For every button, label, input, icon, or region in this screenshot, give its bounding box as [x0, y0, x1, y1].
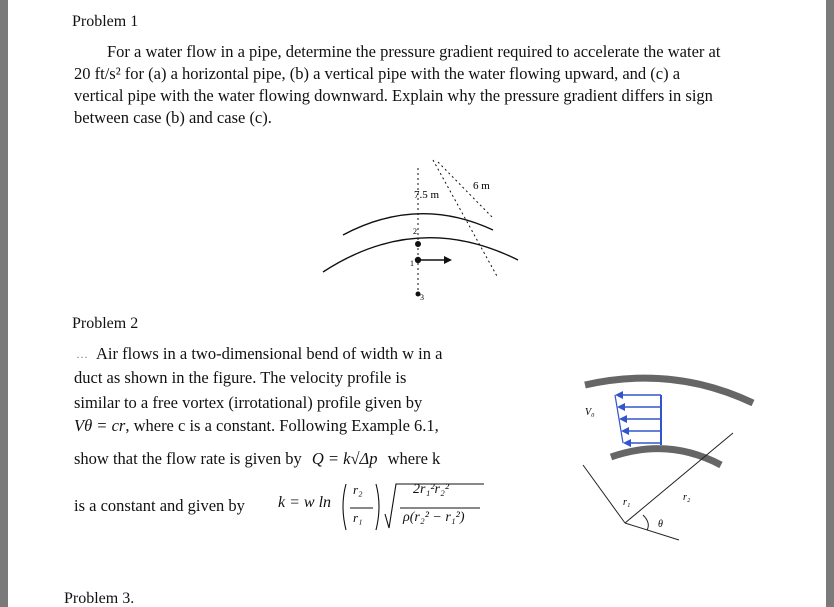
problem2-line-5-suffix: where k: [387, 449, 441, 468]
label-6m: 6 m: [473, 180, 490, 192]
label-r1: r₁: [623, 497, 631, 508]
theta-arc: [643, 515, 648, 530]
problem3-heading: Problem 3.: [64, 590, 135, 607]
problem2-line-5: [74, 447, 440, 470]
problem1-line-1: For a water flow in a pipe, determine the pressure gradient required to accelerate the water at: [107, 42, 721, 61]
equation-vtheta: Vθ = cr: [74, 416, 126, 435]
problem1-line-2: 20 ft/s² for (a) a horizontal pipe, (b) a vertical pipe with the water flowing upward, and (c) a: [74, 64, 681, 83]
problem2-heading: Problem 2: [72, 315, 139, 332]
problem2-line-2: duct as shown in the figure. The velocity profile is: [74, 368, 407, 387]
label-point-2: 2: [413, 227, 417, 236]
pipe-bend-figure: [318, 150, 538, 305]
ratio-numerator: r₂: [353, 482, 363, 497]
label-7-5m: 7.5 m: [414, 189, 440, 201]
equation-k-prefix: k = w ln: [278, 494, 332, 511]
problem1-line-4: between case (b) and case (c).: [74, 108, 272, 127]
outer-duct-wall: [585, 378, 753, 403]
ratio-denominator: r₁: [353, 510, 363, 525]
problem2-line-1: Air flows in a two-dimensional bend of width w in a: [96, 344, 443, 363]
problem2-line-4-text: , where c is a constant. Following Example 6.1,: [125, 416, 439, 435]
r1-line: [583, 465, 625, 523]
problem2-line-4: [74, 414, 439, 437]
label-point-1: 1: [410, 259, 414, 268]
problem2-line-3: similar to a free vortex (irrotational) profile given by: [74, 393, 423, 412]
equation-q: Q = k√Δp: [311, 449, 378, 468]
fraction-denominator: ρ(r₂² − r₁²): [403, 510, 465, 525]
document-page: [8, 0, 826, 607]
label-v0: V₀: [585, 407, 595, 418]
point-2-marker: [415, 241, 421, 247]
problem1-heading: Problem 1: [72, 13, 139, 30]
problem2-line-5-text: show that the flow rate is given by: [74, 449, 302, 468]
duct-bend-figure: [563, 365, 763, 550]
label-point-3: 3: [420, 293, 424, 302]
problem2-line-6: is a constant and given by: [74, 496, 245, 515]
problem1-line-3: vertical pipe with the water flowing downward. Explain why the pressure gradient differs in sign: [74, 86, 713, 105]
fraction-numerator: 2r₁²r₂²: [413, 482, 450, 497]
label-r2: r₂: [683, 492, 691, 503]
velocity-arrow-head: [444, 256, 452, 264]
label-theta: θ: [658, 519, 663, 530]
ellipsis-marker: …: [76, 347, 88, 361]
